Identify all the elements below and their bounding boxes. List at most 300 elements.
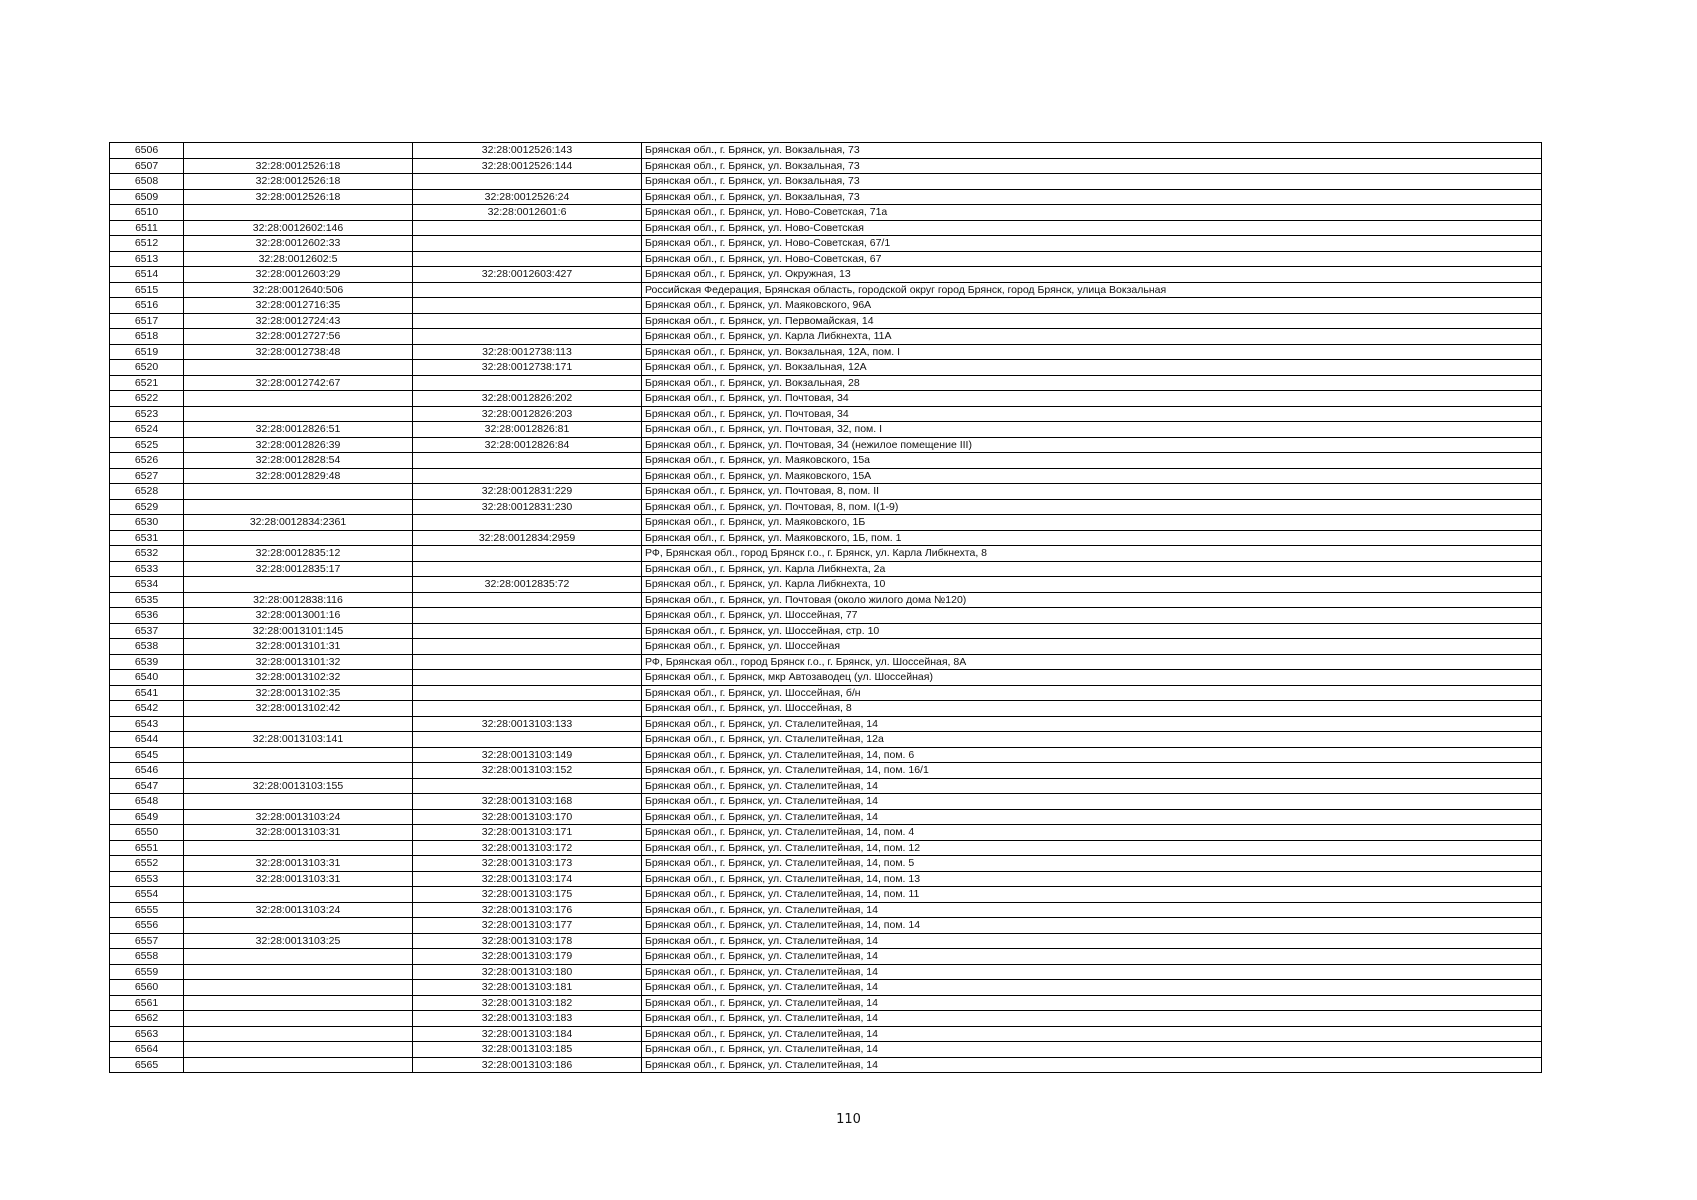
land-cadastral-number-cell: [184, 747, 413, 763]
address-cell: Брянская обл., г. Брянск, ул. Сталелитейная, 14: [642, 902, 1542, 918]
object-cadastral-number-cell: 32:28:0012835:72: [413, 577, 642, 593]
object-cadastral-number-cell: [413, 592, 642, 608]
object-cadastral-number-cell: [413, 639, 642, 655]
table-row: [110, 577, 1542, 593]
address-cell: Брянская обл., г. Брянск, ул. Почтовая, 8, пом. I(1-9): [642, 499, 1542, 515]
object-cadastral-number-cell: 32:28:0013103:177: [413, 918, 642, 934]
page-number: 110: [836, 1112, 861, 1127]
object-cadastral-number-cell: [413, 298, 642, 314]
address-cell: Брянская обл., г. Брянск, ул. Сталелитейная, 14, пом. 16/1: [642, 763, 1542, 779]
land-cadastral-number-cell: 32:28:0012526:18: [184, 158, 413, 174]
land-cadastral-number-cell: [184, 964, 413, 980]
table-row: [110, 608, 1542, 624]
land-cadastral-number-cell: [184, 205, 413, 221]
land-cadastral-number-cell: 32:28:0013101:145: [184, 623, 413, 639]
object-cadastral-number-cell: 32:28:0012601:6: [413, 205, 642, 221]
row-number-cell: 6550: [110, 825, 184, 841]
table-row: [110, 158, 1542, 174]
object-cadastral-number-cell: 32:28:0012826:202: [413, 391, 642, 407]
row-number-cell: 6561: [110, 995, 184, 1011]
table-row: [110, 592, 1542, 608]
row-number-cell: 6558: [110, 949, 184, 965]
object-cadastral-number-cell: 32:28:0013103:168: [413, 794, 642, 810]
land-cadastral-number-cell: 32:28:0013103:24: [184, 902, 413, 918]
address-cell: Брянская обл., г. Брянск, ул. Сталелитейная, 14, пом. 4: [642, 825, 1542, 841]
address-cell: Брянская обл., г. Брянск, ул. Сталелитейная, 14: [642, 809, 1542, 825]
land-cadastral-number-cell: 32:28:0012826:39: [184, 437, 413, 453]
address-cell: Брянская обл., г. Брянск, ул. Вокзальная, 28: [642, 375, 1542, 391]
row-number-cell: 6523: [110, 406, 184, 422]
table-row: [110, 546, 1542, 562]
land-cadastral-number-cell: [184, 1057, 413, 1073]
table-row: [110, 298, 1542, 314]
land-cadastral-number-cell: 32:28:0012742:67: [184, 375, 413, 391]
object-cadastral-number-cell: 32:28:0013103:184: [413, 1026, 642, 1042]
land-cadastral-number-cell: 32:28:0012738:48: [184, 344, 413, 360]
table-row: [110, 639, 1542, 655]
row-number-cell: 6532: [110, 546, 184, 562]
address-cell: Брянская обл., г. Брянск, ул. Сталелитейная, 14: [642, 1011, 1542, 1027]
object-cadastral-number-cell: 32:28:0012603:427: [413, 267, 642, 283]
table-row: [110, 701, 1542, 717]
row-number-cell: 6557: [110, 933, 184, 949]
address-cell: Брянская обл., г. Брянск, ул. Почтовая, 34 (нежилое помещение III): [642, 437, 1542, 453]
table-row: [110, 515, 1542, 531]
row-number-cell: 6521: [110, 375, 184, 391]
land-cadastral-number-cell: 32:28:0012724:43: [184, 313, 413, 329]
address-cell: Брянская обл., г. Брянск, ул. Вокзальная, 73: [642, 158, 1542, 174]
row-number-cell: 6508: [110, 174, 184, 190]
table-row: [110, 422, 1542, 438]
address-cell: Брянская обл., г. Брянск, ул. Ново-Советская, 67: [642, 251, 1542, 267]
address-cell: Брянская обл., г. Брянск, ул. Сталелитейная, 14: [642, 933, 1542, 949]
address-cell: Брянская обл., г. Брянск, ул. Ново-Советская, 67/1: [642, 236, 1542, 252]
table-row: [110, 871, 1542, 887]
row-number-cell: 6510: [110, 205, 184, 221]
row-number-cell: 6559: [110, 964, 184, 980]
address-cell: Брянская обл., г. Брянск, ул. Шоссейная, б/н: [642, 685, 1542, 701]
table-row: [110, 654, 1542, 670]
object-cadastral-number-cell: [413, 654, 642, 670]
land-cadastral-number-cell: 32:28:0012602:33: [184, 236, 413, 252]
row-number-cell: 6513: [110, 251, 184, 267]
row-number-cell: 6533: [110, 561, 184, 577]
address-cell: Брянская обл., г. Брянск, ул. Окружная, 13: [642, 267, 1542, 283]
address-cell: РФ, Брянская обл., город Брянск г.о., г. Брянск, ул. Шоссейная, 8А: [642, 654, 1542, 670]
object-cadastral-number-cell: 32:28:0012826:203: [413, 406, 642, 422]
object-cadastral-number-cell: [413, 515, 642, 531]
land-cadastral-number-cell: [184, 406, 413, 422]
address-cell: Брянская обл., г. Брянск, ул. Сталелитейная, 14: [642, 964, 1542, 980]
object-cadastral-number-cell: 32:28:0012826:84: [413, 437, 642, 453]
land-cadastral-number-cell: [184, 840, 413, 856]
land-cadastral-number-cell: 32:28:0012829:48: [184, 468, 413, 484]
row-number-cell: 6552: [110, 856, 184, 872]
object-cadastral-number-cell: 32:28:0013103:185: [413, 1042, 642, 1058]
object-cadastral-number-cell: 32:28:0013103:174: [413, 871, 642, 887]
object-cadastral-number-cell: [413, 685, 642, 701]
object-cadastral-number-cell: [413, 220, 642, 236]
address-cell: Брянская обл., г. Брянск, ул. Маяковского, 1Б: [642, 515, 1542, 531]
row-number-cell: 6544: [110, 732, 184, 748]
row-number-cell: 6551: [110, 840, 184, 856]
object-cadastral-number-cell: 32:28:0012831:229: [413, 484, 642, 500]
object-cadastral-number-cell: 32:28:0013103:171: [413, 825, 642, 841]
row-number-cell: 6528: [110, 484, 184, 500]
table-row: [110, 329, 1542, 345]
object-cadastral-number-cell: [413, 468, 642, 484]
object-cadastral-number-cell: 32:28:0013103:152: [413, 763, 642, 779]
address-cell: Брянская обл., г. Брянск, ул. Сталелитейная, 14: [642, 995, 1542, 1011]
address-cell: Брянская обл., г. Брянск, ул. Почтовая, 8, пом. II: [642, 484, 1542, 500]
row-number-cell: 6522: [110, 391, 184, 407]
land-cadastral-number-cell: 32:28:0012826:51: [184, 422, 413, 438]
object-cadastral-number-cell: 32:28:0013103:175: [413, 887, 642, 903]
row-number-cell: 6535: [110, 592, 184, 608]
land-cadastral-number-cell: 32:28:0012526:18: [184, 174, 413, 190]
land-cadastral-number-cell: 32:28:0013101:31: [184, 639, 413, 655]
table-row: [110, 933, 1542, 949]
land-cadastral-number-cell: 32:28:0013102:35: [184, 685, 413, 701]
object-cadastral-number-cell: [413, 282, 642, 298]
address-cell: Брянская обл., г. Брянск, ул. Карла Либкнехта, 11А: [642, 329, 1542, 345]
table-row: [110, 670, 1542, 686]
table-row: [110, 747, 1542, 763]
row-number-cell: 6541: [110, 685, 184, 701]
object-cadastral-number-cell: [413, 313, 642, 329]
object-cadastral-number-cell: [413, 670, 642, 686]
address-cell: Брянская обл., г. Брянск, ул. Карла Либкнехта, 2а: [642, 561, 1542, 577]
object-cadastral-number-cell: 32:28:0012834:2959: [413, 530, 642, 546]
address-cell: Брянская обл., г. Брянск, ул. Вокзальная, 12А, пом. I: [642, 344, 1542, 360]
object-cadastral-number-cell: 32:28:0013103:173: [413, 856, 642, 872]
address-cell: Брянская обл., г. Брянск, ул. Сталелитейная, 14, пом. 14: [642, 918, 1542, 934]
row-number-cell: 6537: [110, 623, 184, 639]
table-row: [110, 530, 1542, 546]
object-cadastral-number-cell: 32:28:0013103:181: [413, 980, 642, 996]
land-cadastral-number-cell: 32:28:0013103:25: [184, 933, 413, 949]
land-cadastral-number-cell: 32:28:0012603:29: [184, 267, 413, 283]
table-row: [110, 236, 1542, 252]
row-number-cell: 6539: [110, 654, 184, 670]
land-cadastral-number-cell: [184, 484, 413, 500]
land-cadastral-number-cell: [184, 499, 413, 515]
land-cadastral-number-cell: [184, 918, 413, 934]
address-cell: Брянская обл., г. Брянск, ул. Сталелитейная, 14: [642, 716, 1542, 732]
object-cadastral-number-cell: [413, 701, 642, 717]
row-number-cell: 6536: [110, 608, 184, 624]
row-number-cell: 6511: [110, 220, 184, 236]
object-cadastral-number-cell: 32:28:0013103:179: [413, 949, 642, 965]
land-cadastral-number-cell: 32:28:0012640:506: [184, 282, 413, 298]
land-cadastral-number-cell: 32:28:0013103:155: [184, 778, 413, 794]
object-cadastral-number-cell: [413, 236, 642, 252]
row-number-cell: 6563: [110, 1026, 184, 1042]
address-cell: Брянская обл., г. Брянск, ул. Маяковского, 1Б, пом. 1: [642, 530, 1542, 546]
address-cell: Брянская обл., г. Брянск, ул. Маяковского, 15а: [642, 453, 1542, 469]
row-number-cell: 6514: [110, 267, 184, 283]
object-cadastral-number-cell: 32:28:0013103:172: [413, 840, 642, 856]
table-row: [110, 716, 1542, 732]
table-row: [110, 887, 1542, 903]
table-row: [110, 561, 1542, 577]
land-cadastral-number-cell: 32:28:0012727:56: [184, 329, 413, 345]
address-cell: Брянская обл., г. Брянск, ул. Сталелитейная, 14, пом. 6: [642, 747, 1542, 763]
table-row: [110, 980, 1542, 996]
table-row: [110, 375, 1542, 391]
row-number-cell: 6543: [110, 716, 184, 732]
object-cadastral-number-cell: 32:28:0013103:170: [413, 809, 642, 825]
address-cell: Брянская обл., г. Брянск, ул. Первомайская, 14: [642, 313, 1542, 329]
table-row: [110, 1042, 1542, 1058]
row-number-cell: 6515: [110, 282, 184, 298]
table-row: [110, 143, 1542, 159]
row-number-cell: 6529: [110, 499, 184, 515]
land-cadastral-number-cell: 32:28:0013103:24: [184, 809, 413, 825]
row-number-cell: 6555: [110, 902, 184, 918]
address-cell: Брянская обл., г. Брянск, ул. Шоссейная: [642, 639, 1542, 655]
row-number-cell: 6530: [110, 515, 184, 531]
table-row: [110, 949, 1542, 965]
row-number-cell: 6562: [110, 1011, 184, 1027]
table-row: [110, 856, 1542, 872]
address-cell: Брянская обл., г. Брянск, ул. Сталелитейная, 12а: [642, 732, 1542, 748]
row-number-cell: 6534: [110, 577, 184, 593]
land-cadastral-number-cell: [184, 887, 413, 903]
table-row: [110, 344, 1542, 360]
row-number-cell: 6517: [110, 313, 184, 329]
land-cadastral-number-cell: 32:28:0012835:12: [184, 546, 413, 562]
land-cadastral-number-cell: [184, 1026, 413, 1042]
row-number-cell: 6506: [110, 143, 184, 159]
address-cell: Брянская обл., г. Брянск, ул. Сталелитейная, 14: [642, 778, 1542, 794]
address-cell: Брянская обл., г. Брянск, ул. Вокзальная, 12А: [642, 360, 1542, 376]
land-cadastral-number-cell: 32:28:0012835:17: [184, 561, 413, 577]
row-number-cell: 6565: [110, 1057, 184, 1073]
table-row: [110, 406, 1542, 422]
land-cadastral-number-cell: 32:28:0013102:42: [184, 701, 413, 717]
land-cadastral-number-cell: 32:28:0012526:18: [184, 189, 413, 205]
table-row: [110, 484, 1542, 500]
land-cadastral-number-cell: [184, 949, 413, 965]
row-number-cell: 6560: [110, 980, 184, 996]
land-cadastral-number-cell: [184, 530, 413, 546]
table-row: [110, 189, 1542, 205]
land-cadastral-number-cell: 32:28:0012602:5: [184, 251, 413, 267]
land-cadastral-number-cell: 32:28:0013102:32: [184, 670, 413, 686]
table-row: [110, 313, 1542, 329]
land-cadastral-number-cell: 32:28:0012602:146: [184, 220, 413, 236]
address-cell: Брянская обл., г. Брянск, ул. Сталелитейная, 14, пом. 5: [642, 856, 1542, 872]
land-cadastral-number-cell: 32:28:0013103:31: [184, 825, 413, 841]
address-cell: Брянская обл., г. Брянск, ул. Почтовая, 32, пом. I: [642, 422, 1542, 438]
object-cadastral-number-cell: 32:28:0012826:81: [413, 422, 642, 438]
land-cadastral-number-cell: 32:28:0012716:35: [184, 298, 413, 314]
table-row: [110, 437, 1542, 453]
address-cell: Брянская обл., г. Брянск, ул. Сталелитейная, 14: [642, 794, 1542, 810]
land-cadastral-number-cell: [184, 980, 413, 996]
land-cadastral-number-cell: 32:28:0013103:31: [184, 856, 413, 872]
row-number-cell: 6545: [110, 747, 184, 763]
address-cell: Российская Федерация, Брянская область, городской округ город Брянск, город Брянск, улица Вокзальная: [642, 282, 1542, 298]
table-row: [110, 468, 1542, 484]
table-row: [110, 964, 1542, 980]
object-cadastral-number-cell: 32:28:0013103:178: [413, 933, 642, 949]
address-cell: Брянская обл., г. Брянск, ул. Вокзальная, 73: [642, 189, 1542, 205]
row-number-cell: 6548: [110, 794, 184, 810]
row-number-cell: 6516: [110, 298, 184, 314]
object-cadastral-number-cell: 32:28:0013103:149: [413, 747, 642, 763]
row-number-cell: 6527: [110, 468, 184, 484]
address-cell: Брянская обл., г. Брянск, ул. Маяковского, 96А: [642, 298, 1542, 314]
table-row: [110, 794, 1542, 810]
object-cadastral-number-cell: 32:28:0013103:176: [413, 902, 642, 918]
address-cell: Брянская обл., г. Брянск, ул. Сталелитейная, 14: [642, 1042, 1542, 1058]
object-cadastral-number-cell: 32:28:0012831:230: [413, 499, 642, 515]
address-cell: РФ, Брянская обл., город Брянск г.о., г. Брянск, ул. Карла Либкнехта, 8: [642, 546, 1542, 562]
address-cell: Брянская обл., г. Брянск, ул. Сталелитейная, 14: [642, 980, 1542, 996]
land-cadastral-number-cell: [184, 763, 413, 779]
table-row: [110, 623, 1542, 639]
object-cadastral-number-cell: [413, 251, 642, 267]
address-cell: Брянская обл., г. Брянск, ул. Шоссейная, 77: [642, 608, 1542, 624]
object-cadastral-number-cell: [413, 174, 642, 190]
table-row: [110, 732, 1542, 748]
row-number-cell: 6540: [110, 670, 184, 686]
row-number-cell: 6509: [110, 189, 184, 205]
address-cell: Брянская обл., г. Брянск, ул. Сталелитейная, 14: [642, 949, 1542, 965]
address-cell: Брянская обл., г. Брянск, ул. Ново-Советская: [642, 220, 1542, 236]
object-cadastral-number-cell: 32:28:0012738:113: [413, 344, 642, 360]
object-cadastral-number-cell: 32:28:0013103:182: [413, 995, 642, 1011]
row-number-cell: 6553: [110, 871, 184, 887]
land-cadastral-number-cell: 32:28:0012838:116: [184, 592, 413, 608]
address-cell: Брянская обл., г. Брянск, ул. Вокзальная, 73: [642, 143, 1542, 159]
address-cell: Брянская обл., г. Брянск, ул. Сталелитейная, 14: [642, 1026, 1542, 1042]
table-row: [110, 282, 1542, 298]
row-number-cell: 6546: [110, 763, 184, 779]
object-cadastral-number-cell: 32:28:0012526:143: [413, 143, 642, 159]
row-number-cell: 6512: [110, 236, 184, 252]
table-row: [110, 220, 1542, 236]
address-cell: Брянская обл., г. Брянск, ул. Вокзальная, 73: [642, 174, 1542, 190]
land-cadastral-number-cell: [184, 143, 413, 159]
address-cell: Брянская обл., г. Брянск, ул. Шоссейная, стр. 10: [642, 623, 1542, 639]
row-number-cell: 6524: [110, 422, 184, 438]
land-cadastral-number-cell: 32:28:0013103:141: [184, 732, 413, 748]
table-row: [110, 205, 1542, 221]
table-row: [110, 840, 1542, 856]
land-cadastral-number-cell: [184, 1042, 413, 1058]
object-cadastral-number-cell: 32:28:0013103:186: [413, 1057, 642, 1073]
table-row: [110, 267, 1542, 283]
object-cadastral-number-cell: [413, 778, 642, 794]
table-row: [110, 360, 1542, 376]
address-cell: Брянская обл., г. Брянск, мкр Автозаводец (ул. Шоссейная): [642, 670, 1542, 686]
object-cadastral-number-cell: 32:28:0013103:183: [413, 1011, 642, 1027]
address-cell: Брянская обл., г. Брянск, ул. Сталелитейная, 14, пом. 12: [642, 840, 1542, 856]
land-cadastral-number-cell: 32:28:0012828:54: [184, 453, 413, 469]
row-number-cell: 6525: [110, 437, 184, 453]
object-cadastral-number-cell: [413, 732, 642, 748]
row-number-cell: 6547: [110, 778, 184, 794]
row-number-cell: 6556: [110, 918, 184, 934]
address-cell: Брянская обл., г. Брянск, ул. Шоссейная, 8: [642, 701, 1542, 717]
object-cadastral-number-cell: 32:28:0012738:171: [413, 360, 642, 376]
row-number-cell: 6549: [110, 809, 184, 825]
table-row: [110, 1026, 1542, 1042]
object-cadastral-number-cell: 32:28:0013103:133: [413, 716, 642, 732]
object-cadastral-number-cell: [413, 561, 642, 577]
object-cadastral-number-cell: [413, 329, 642, 345]
row-number-cell: 6520: [110, 360, 184, 376]
registry-body: [110, 143, 1542, 1073]
row-number-cell: 6519: [110, 344, 184, 360]
object-cadastral-number-cell: [413, 546, 642, 562]
address-cell: Брянская обл., г. Брянск, ул. Сталелитейная, 14, пом. 11: [642, 887, 1542, 903]
land-cadastral-number-cell: 32:28:0013001:16: [184, 608, 413, 624]
land-cadastral-number-cell: [184, 391, 413, 407]
land-cadastral-number-cell: [184, 1011, 413, 1027]
land-cadastral-number-cell: [184, 995, 413, 1011]
table-row: [110, 778, 1542, 794]
row-number-cell: 6518: [110, 329, 184, 345]
address-cell: Брянская обл., г. Брянск, ул. Ново-Советская, 71а: [642, 205, 1542, 221]
object-cadastral-number-cell: 32:28:0012526:24: [413, 189, 642, 205]
table-row: [110, 763, 1542, 779]
object-cadastral-number-cell: 32:28:0013103:180: [413, 964, 642, 980]
registry-table: [109, 142, 1542, 1073]
table-row: [110, 825, 1542, 841]
land-cadastral-number-cell: [184, 577, 413, 593]
land-cadastral-number-cell: 32:28:0013103:31: [184, 871, 413, 887]
row-number-cell: 6564: [110, 1042, 184, 1058]
address-cell: Брянская обл., г. Брянск, ул. Почтовая (около жилого дома №120): [642, 592, 1542, 608]
table-row: [110, 918, 1542, 934]
table-row: [110, 251, 1542, 267]
table-row: [110, 1011, 1542, 1027]
row-number-cell: 6507: [110, 158, 184, 174]
table-row: [110, 902, 1542, 918]
table-row: [110, 809, 1542, 825]
table-row: [110, 391, 1542, 407]
object-cadastral-number-cell: [413, 375, 642, 391]
object-cadastral-number-cell: [413, 608, 642, 624]
table-row: [110, 499, 1542, 515]
address-cell: Брянская обл., г. Брянск, ул. Карла Либкнехта, 10: [642, 577, 1542, 593]
table-row: [110, 1057, 1542, 1073]
address-cell: Брянская обл., г. Брянск, ул. Почтовая, 34: [642, 406, 1542, 422]
object-cadastral-number-cell: [413, 623, 642, 639]
row-number-cell: 6531: [110, 530, 184, 546]
land-cadastral-number-cell: 32:28:0012834:2361: [184, 515, 413, 531]
table-row: [110, 995, 1542, 1011]
table-row: [110, 685, 1542, 701]
land-cadastral-number-cell: [184, 360, 413, 376]
object-cadastral-number-cell: [413, 453, 642, 469]
land-cadastral-number-cell: [184, 794, 413, 810]
row-number-cell: 6538: [110, 639, 184, 655]
address-cell: Брянская обл., г. Брянск, ул. Сталелитейная, 14: [642, 1057, 1542, 1073]
row-number-cell: 6526: [110, 453, 184, 469]
object-cadastral-number-cell: 32:28:0012526:144: [413, 158, 642, 174]
address-cell: Брянская обл., г. Брянск, ул. Маяковского, 15А: [642, 468, 1542, 484]
address-cell: Брянская обл., г. Брянск, ул. Почтовая, 34: [642, 391, 1542, 407]
row-number-cell: 6542: [110, 701, 184, 717]
row-number-cell: 6554: [110, 887, 184, 903]
address-cell: Брянская обл., г. Брянск, ул. Сталелитейная, 14, пом. 13: [642, 871, 1542, 887]
land-cadastral-number-cell: 32:28:0013101:32: [184, 654, 413, 670]
